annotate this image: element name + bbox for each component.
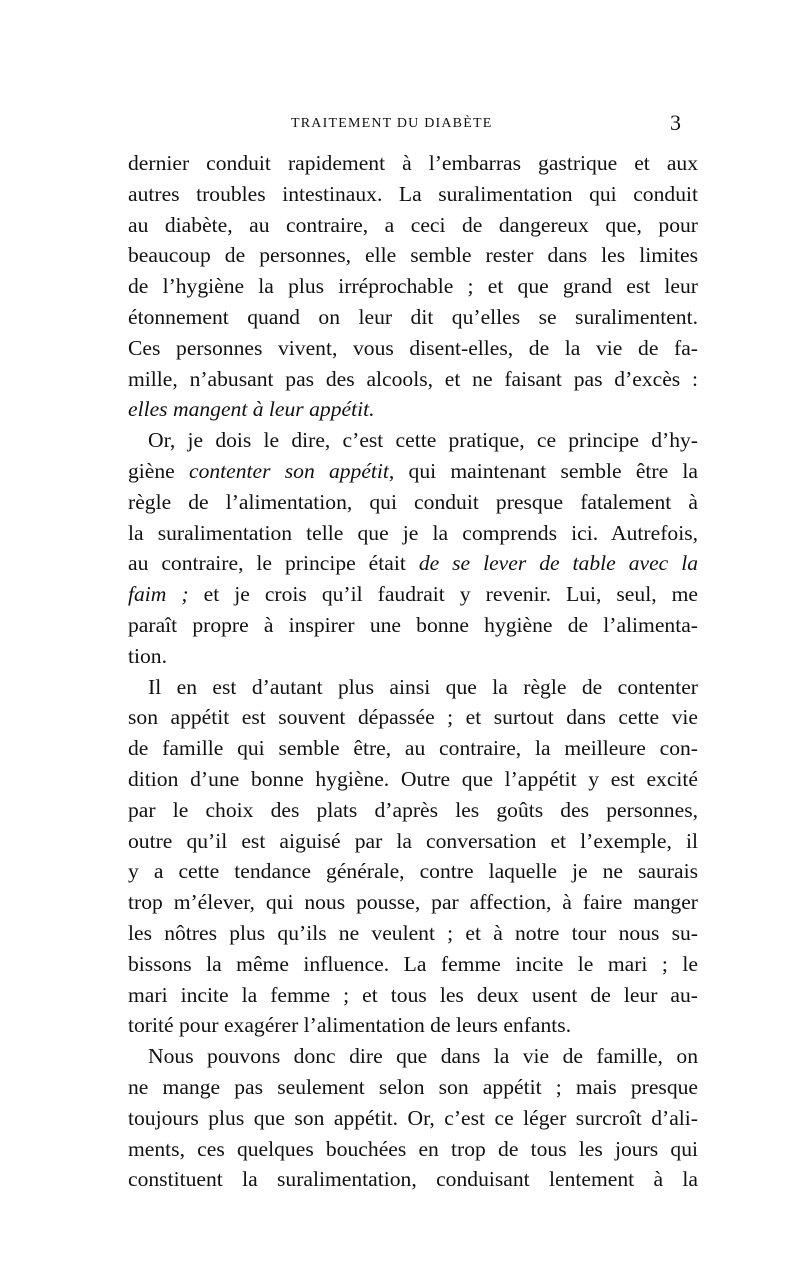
text-line: beaucoup de personnes, elle semble rester dans les limites	[128, 243, 698, 268]
text-line: paraît propre à inspirer une bonne hygiène de l’alimenta-	[128, 612, 698, 637]
text-line: tion.	[128, 643, 167, 668]
text-line: toujours plus que son appétit. Or, c’est ce léger surcroît d’ali-	[128, 1105, 698, 1130]
text-line: étonnement quand on leur dit qu’elles se suralimentent.	[128, 304, 698, 329]
text-line: dernier conduit rapidement à l’embarras gastrique et aux	[128, 151, 698, 175]
text-line: ne mange pas seulement selon son appétit ; mais presque	[128, 1074, 698, 1099]
text-line	[128, 394, 698, 425]
text-line: faim ; et je crois qu’il faudrait y revenir. Lui, seul, me	[128, 582, 698, 607]
text-line: la suralimentation telle que je la comprends ici. Autrefois,	[128, 520, 698, 545]
paragraph-start-line: Or, je dois le dire, c’est cette pratique, ce principe d’hy-	[148, 428, 698, 453]
text-line: Ces personnes vivent, vous disent-elles, de la vie de fa-	[128, 335, 698, 360]
text-line: de famille qui semble être, au contraire, la meilleure con-	[128, 736, 698, 761]
text-line: son appétit est souvent dépassée ; et surtout dans cette vie	[128, 705, 698, 730]
text-line: trop m’élever, qui nous pousse, par affection, à faire manger	[128, 890, 698, 915]
paragraph-start-line: Il en est d’autant plus ainsi que la règle de contenter	[148, 674, 698, 699]
text-line: bissons la même influence. La femme incite le mari ; le	[128, 951, 698, 976]
italic-text: de se lever de table avec la	[418, 551, 698, 576]
running-head: TRAITEMENT DU DIABÈTE	[291, 116, 493, 131]
italic-text: elles mangent à leur appétit.	[128, 397, 375, 422]
text-line: constituent la suralimentation, conduisant lentement à la	[128, 1167, 698, 1192]
paragraph-start-line: Nous pouvons donc dire que dans la vie de famille, on	[148, 1044, 698, 1069]
text-line: mille, n’abusant pas des alcools, et ne faisant pas d’excès :	[128, 366, 698, 391]
text-line: ments, ces quelques bouchées en trop de tous les jours qui	[128, 1136, 698, 1161]
text-line: outre qu’il est aiguisé par la conversation et l’exemple, il	[128, 828, 698, 853]
text-line: règle de l’alimentation, qui conduit presque fatalement à	[128, 489, 698, 514]
text-line: au contraire, le principe était de se lever de table avec la	[128, 551, 698, 576]
body-text	[128, 148, 698, 1195]
page-number: 3	[670, 110, 681, 135]
text-line: autres troubles intestinaux. La suralimentation qui conduit	[128, 181, 698, 206]
text-line: mari incite la femme ; et tous les deux usent de leur au-	[128, 982, 698, 1007]
text-line: au diabète, au contraire, a ceci de dangereux que, pour	[128, 212, 698, 237]
text-line: de l’hygiène la plus irréprochable ; et que grand est leur	[128, 274, 698, 299]
text-line: y a cette tendance générale, contre laquelle je ne saurais	[128, 859, 698, 884]
italic-text: faim ;	[128, 582, 189, 607]
italic-text: contenter son appétit,	[188, 458, 395, 483]
text-line: les nôtres plus qu’ils ne veulent ; et à notre tour nous su-	[128, 920, 698, 945]
text-line: par le choix des plats d’après les goûts des personnes,	[128, 797, 698, 822]
text-line: dition d’une bonne hygiène. Outre que l’appétit y est excité	[128, 766, 698, 791]
text-line: giène contenter son appétit, qui maintenant semble être la	[128, 458, 699, 483]
text-line: torité pour exagérer l’alimentation de leurs enfants.	[128, 1013, 572, 1038]
